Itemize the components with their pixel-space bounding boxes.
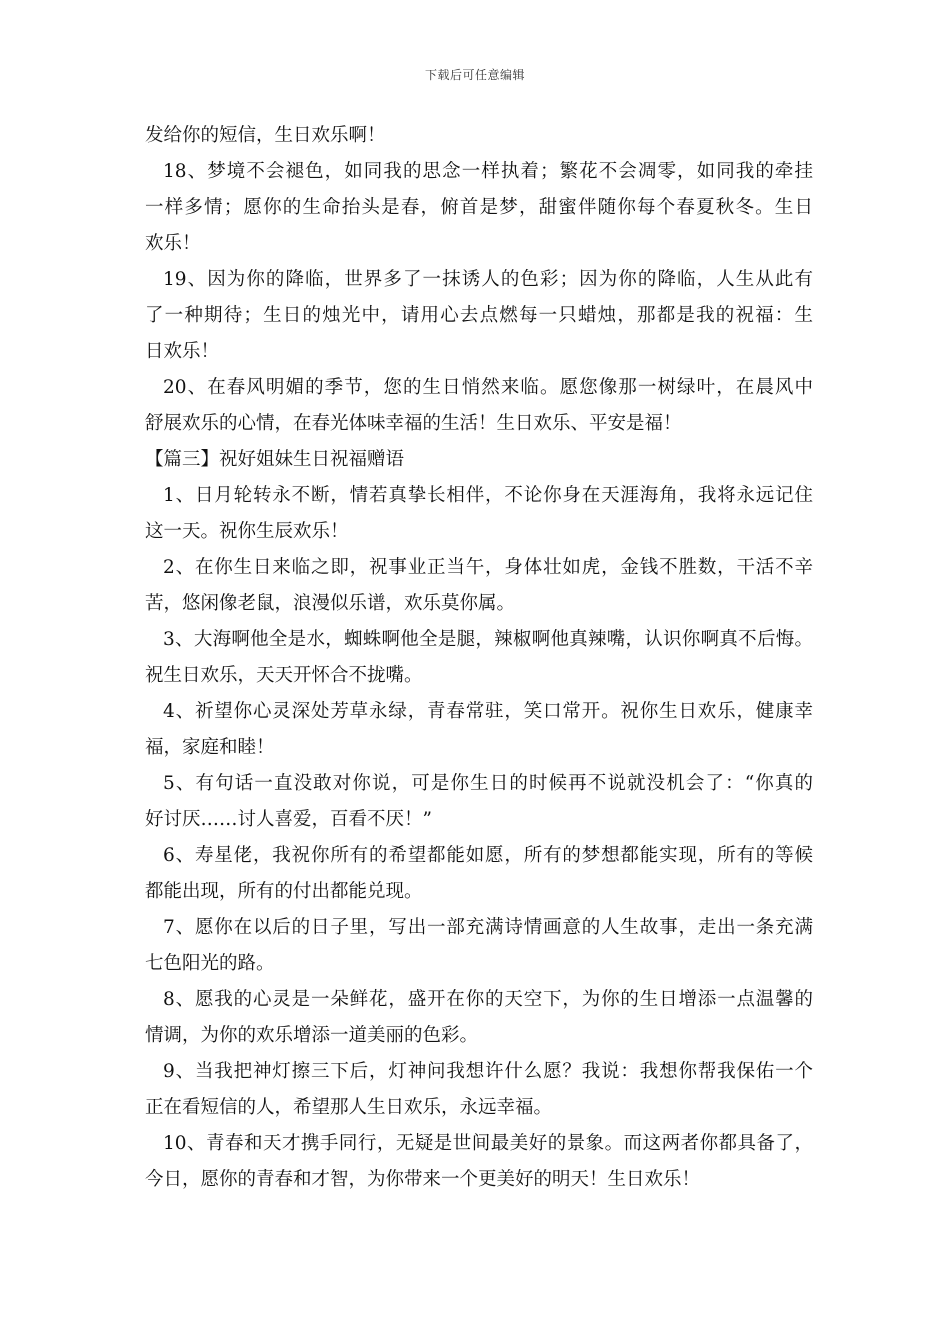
text-line: 2、在你生日来临之即，祝事业正当午，身体壮如虎，金钱不胜数，干活不辛 [163, 557, 813, 578]
text-line: 欢乐！ [145, 233, 201, 254]
text-line: 8、愿我的心灵是一朵鲜花，盛开在你的天空下，为你的生日增添一点温馨的 [163, 989, 813, 1010]
text-line: 好讨厌……讨人喜爱，百看不厌！” [145, 809, 432, 830]
text-line: 七色阳光的路。 [145, 953, 275, 974]
text-line: 福，家庭和睦！ [145, 737, 275, 758]
text-line: 情调，为你的欢乐增添一道美丽的色彩。 [145, 1025, 479, 1046]
text-line: 1、日月轮转永不断，情若真挚长相伴，不论你身在天涯海角，我将永远记住 [163, 485, 813, 506]
text-line: 9、当我把神灯擦三下后，灯神问我想许什么愿？我说：我想你帮我保佑一个 [163, 1061, 813, 1082]
text-line: 一样多情；愿你的生命抬头是春，俯首是梦，甜蜜伴随你每个春夏秋冬。生日 [145, 197, 813, 218]
text-line: 5、有句话一直没敢对你说，可是你生日的时候再不说就没机会了：“你真的 [163, 773, 813, 794]
text-line: 4、祈望你心灵深处芳草永绿，青春常驻，笑口常开。祝你生日欢乐，健康幸 [163, 701, 813, 722]
text-line: 这一天。祝你生辰欢乐！ [145, 521, 349, 542]
text-line: 7、愿你在以后的日子里，写出一部充满诗情画意的人生故事，走出一条充满 [163, 917, 813, 938]
text-line: 了一种期待；生日的烛光中，请用心去点燃每一只蜡烛，那都是我的祝福：生 [145, 305, 813, 326]
page-header: 下载后可任意编辑 [424, 68, 525, 82]
text-line: 19、因为你的降临，世界多了一抹诱人的色彩；因为你的降临，人生从此有 [163, 269, 813, 290]
text-line: 正在看短信的人，希望那人生日欢乐，永远幸福。 [145, 1097, 553, 1118]
text-line: 18、梦境不会褪色，如同我的思念一样执着；繁花不会凋零，如同我的牵挂 [163, 161, 813, 182]
text-line: 日欢乐！ [145, 341, 220, 362]
text-line: 今日，愿你的青春和才智，为你带来一个更美好的明天！生日欢乐！ [145, 1169, 701, 1190]
text-line: 10、青春和天才携手同行，无疑是世间最美好的景象。而这两者你都具备了， [163, 1133, 813, 1154]
text-line: 发给你的短信，生日欢乐啊！ [145, 125, 386, 146]
text-line: 苦，悠闲像老鼠，浪漫似乐谱，欢乐莫你属。 [145, 593, 516, 614]
text-line: 舒展欢乐的心情，在春光体味幸福的生活！生日欢乐、平安是福！ [145, 413, 682, 434]
document-body [145, 118, 813, 1198]
text-line: 【篇三】祝好姐妹生日祝福赠语 [145, 449, 405, 470]
text-line: 6、寿星佬，我祝你所有的希望都能如愿，所有的梦想都能实现，所有的等候 [163, 845, 813, 866]
text-line: 3、大海啊他全是水，蜘蛛啊他全是腿，辣椒啊他真辣嘴，认识你啊真不后悔。 [163, 629, 813, 650]
text-line: 祝生日欢乐，天天开怀合不拢嘴。 [145, 665, 423, 686]
text-line: 20、在春风明媚的季节，您的生日悄然来临。愿您像那一树绿叶，在晨风中 [163, 377, 813, 398]
text-line: 都能出现，所有的付出都能兑现。 [145, 881, 423, 902]
